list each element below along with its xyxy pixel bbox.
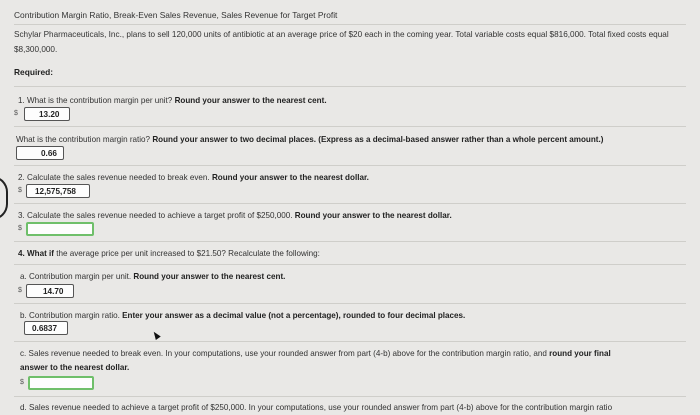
q1-answer-input[interactable]: 13.20 [24,107,70,121]
q4c-instruction: round your final [549,349,611,358]
divider [14,341,686,342]
q4c-instruction2: answer to the nearest dollar. [20,363,130,372]
divider [14,165,686,166]
q2-answer-input[interactable]: 12,575,758 [26,184,90,198]
q1b-instruction: Round your answer to two decimal places. (Express as a decimal-based answer rather than a whole percent amount.) [152,135,604,144]
q4c-prompt-line2 [20,361,129,375]
q4b-answer-input[interactable]: 0.6837 [24,321,68,335]
page-title: Contribution Margin Ratio, Break-Even Sales Revenue, Sales Revenue for Target Profit [14,10,338,20]
q3-answer-input[interactable] [26,222,94,236]
problem-intro: Schylar Pharmaceuticals, Inc., plans to sell 120,000 units of antibiotic at an average price of $20 each in the coming year. Total variable costs equal $816,000. Total fixed costs equal $8,300,000. [14,30,669,54]
scroll-indicator [0,176,8,220]
q4c-prompt [20,347,611,361]
divider [14,241,686,242]
q4a-prompt [20,270,285,284]
divider [14,203,686,204]
q1-prompt [18,94,327,108]
q4a-label: a. Contribution margin per unit. [20,272,132,281]
q4-prompt [18,247,320,261]
q1b-prompt [16,133,603,147]
q4b-prompt [20,309,465,323]
q4c-label: c. Sales revenue needed to break even. In your computations, use your rounded answer from part (4-b) above for the contribution margin ratio, and [20,349,547,358]
q4b-instruction: Enter your answer as a decimal value (not a percentage), rounded to four decimal places. [122,311,466,320]
q1b-label: What is the contribution margin ratio? [16,135,151,144]
mouse-cursor-icon [151,330,161,340]
q4b-label: b. Contribution margin ratio. [20,311,120,320]
q2-dollar-sign: $ [18,187,22,194]
q4c-dollar-sign: $ [20,379,24,386]
divider [14,86,686,87]
q2-label: 2. Calculate the sales revenue needed to break even. [18,173,210,182]
divider [14,303,686,304]
title-divider [14,24,686,25]
q3-instruction: Round your answer to the nearest dollar. [294,211,452,220]
q4a-dollar-sign: $ [18,287,22,294]
required-heading: Required: [14,67,54,77]
q1-label: 1. What is the contribution margin per unit? [18,96,173,105]
q4c-answer-input[interactable] [28,376,94,390]
q4a-instruction: Round your answer to the nearest cent. [133,272,286,281]
q4-label-lead: 4. What if [18,249,54,258]
q4d-label: d. Sales revenue needed to achieve a target profit of $250,000. In your computations, use your rounded answer from part (4-b) above for the contribution margin ratio [20,403,613,412]
q1b-answer-input[interactable]: 0.66 [16,146,64,160]
q1-dollar-sign: $ [14,110,18,117]
q1-instruction: Round your answer to the nearest cent. [174,96,327,105]
q4a-answer-input[interactable]: 14.70 [26,284,74,298]
divider [14,396,686,397]
q2-instruction: Round your answer to the nearest dollar. [211,173,369,182]
q3-label: 3. Calculate the sales revenue needed to achieve a target profit of $250,000. [18,211,293,220]
q2-prompt [18,171,369,185]
q3-prompt [18,209,452,223]
q4d-prompt [20,401,692,415]
divider [14,126,686,127]
q3-dollar-sign: $ [18,225,22,232]
q4-label-rest: the average price per unit increased to $21.50? Recalculate the following: [56,249,320,258]
divider [14,264,686,265]
